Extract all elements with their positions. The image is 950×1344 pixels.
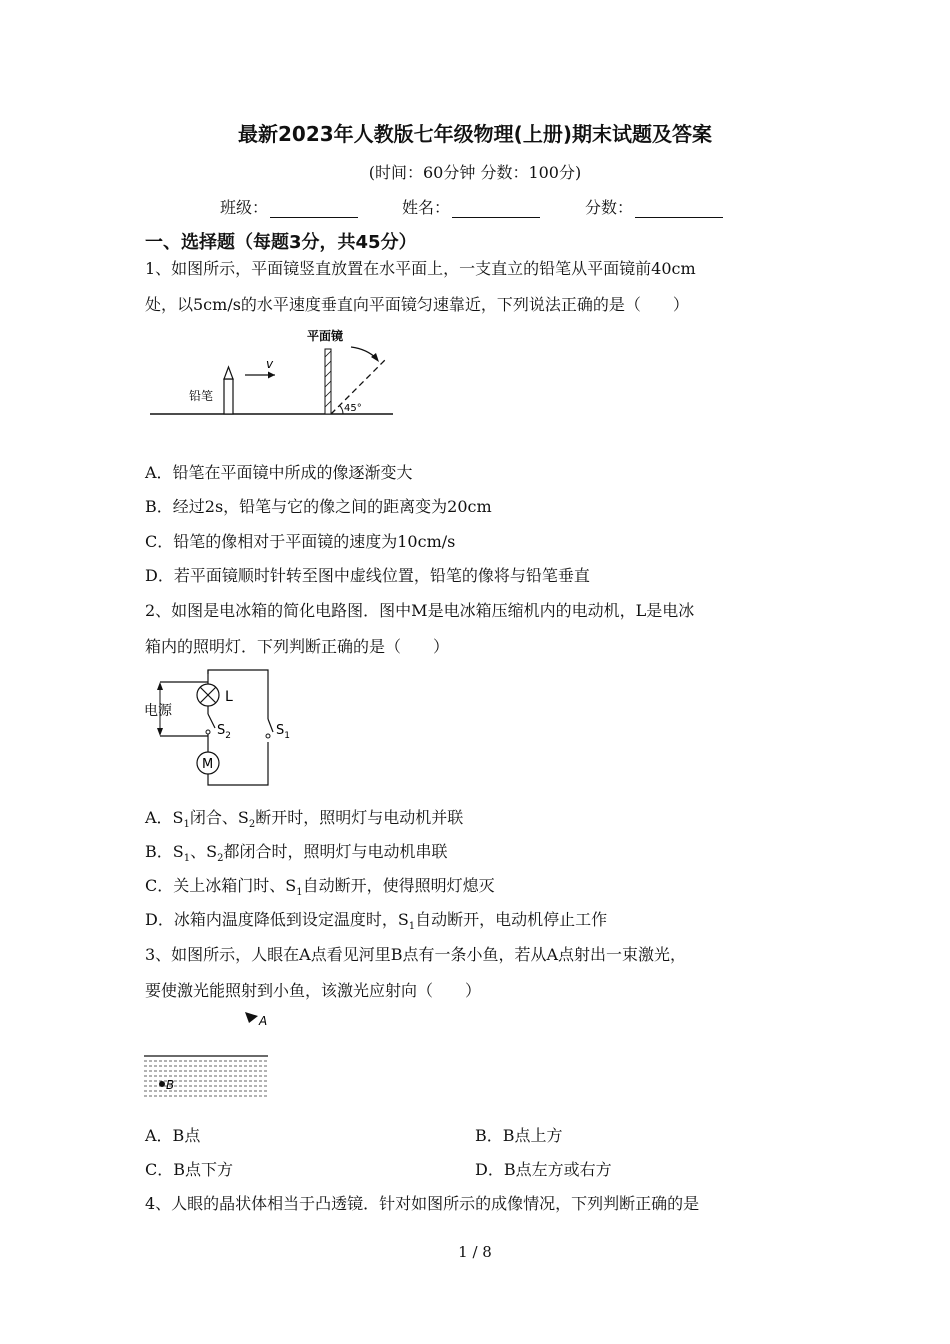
angle-arc <box>340 406 344 415</box>
eye-label: A <box>259 1014 268 1028</box>
class-field <box>220 195 358 218</box>
q1-option-d: D．若平面镜顺时针转至图中虚线位置，铅笔的像将与铅笔垂直 <box>145 566 590 585</box>
score-label: 分数： <box>585 198 634 217</box>
q2-stem-line1: 2、如图是电冰箱的简化电路图．图中M是电冰箱压缩机内的电动机，L是电冰 <box>145 601 695 620</box>
s1-label: $S_1$ <box>276 723 290 741</box>
q1-stem-line2: 处，以5cm/s的水平速度垂直向平面镜匀速靠近，下列说法正确的是（ ） <box>145 295 689 314</box>
eye-symbol <box>245 1012 258 1023</box>
pencil-body <box>224 379 233 414</box>
q2-option-a: A．$S_1$闭合、$S_2$断开时，照明灯与电动机并联 <box>145 808 464 831</box>
lamp-label: L <box>225 689 233 705</box>
fish-point <box>159 1081 165 1087</box>
q3-option-b: B．B点上方 <box>475 1126 563 1145</box>
page-number: 1 / 8 <box>458 1243 492 1261</box>
q3-option-c: C．B点下方 <box>145 1160 234 1179</box>
q1-figure <box>145 327 400 422</box>
water-hatching <box>144 1061 268 1096</box>
pencil-tip <box>224 367 233 379</box>
s2-label: $S_2$ <box>217 723 231 741</box>
class-blank <box>270 201 358 218</box>
name-label: 姓名： <box>402 198 451 217</box>
q3-stem-line2: 要使激光能照射到小鱼，该激光应射向（ ） <box>145 981 482 1000</box>
source-arrow-bottom <box>157 728 163 736</box>
pencil-label: 铅笔 <box>189 389 214 403</box>
score-blank <box>635 201 723 218</box>
q2-stem-line2: 箱内的照明灯．下列判断正确的是（ ） <box>145 637 450 656</box>
source-label: 电源 <box>144 703 172 719</box>
fish-label: B <box>166 1078 175 1092</box>
switch-s2 <box>208 714 215 728</box>
q3-stem-line1: 3、如图所示，人眼在A点看见河里B点有一条小鱼，若从A点射出一束激光， <box>145 945 687 964</box>
source-arrow-top <box>157 682 163 690</box>
section-heading: 一、选择题（每题3分，共45分） <box>145 232 417 253</box>
mirror-label: 平面镜 <box>307 329 344 343</box>
page-title: 最新2023年人教版七年级物理(上册)期末试题及答案 <box>238 122 712 146</box>
switch-s1 <box>268 719 273 732</box>
q2-option-c: C．关上冰箱门时、$S_1$自动断开，使得照明灯熄灭 <box>145 876 495 899</box>
q2-option-b: B．$S_1$、$S_2$都闭合时，照明灯与电动机串联 <box>145 842 448 865</box>
q2-circuit-figure <box>140 664 300 792</box>
q4-stem-line1: 4、人眼的晶状体相当于凸透镜．针对如图所示的成像情况，下列判断正确的是 <box>145 1194 700 1213</box>
velocity-arrowhead <box>268 372 275 379</box>
q1-option-c: C．铅笔的像相对于平面镜的速度为10cm/s <box>145 532 456 551</box>
q1-option-a: A．铅笔在平面镜中所成的像逐渐变大 <box>145 463 413 482</box>
q3-option-d: D．B点左方或右方 <box>475 1160 612 1179</box>
class-label: 班级： <box>220 198 269 217</box>
q1-stem-line1: 1、如图所示，平面镜竖直放置在水平面上，一支直立的铅笔从平面镜前40cm <box>145 259 696 278</box>
name-blank <box>452 201 540 218</box>
name-field <box>402 195 540 218</box>
motor-label: M <box>202 757 214 772</box>
score-field <box>585 195 723 218</box>
velocity-label: v <box>266 357 274 371</box>
q3-figure <box>142 1008 274 1100</box>
q1-option-b: B．经过2s，铅笔与它的像之间的距离变为20cm <box>145 497 492 516</box>
exam-time-score: (时间：60分钟 分数：100分) <box>368 163 582 182</box>
q3-option-a: A．B点 <box>145 1126 201 1145</box>
q2-option-d: D．冰箱内温度降低到设定温度时，$S_1$自动断开，电动机停止工作 <box>145 910 608 933</box>
angle-label: 45° <box>344 403 362 414</box>
